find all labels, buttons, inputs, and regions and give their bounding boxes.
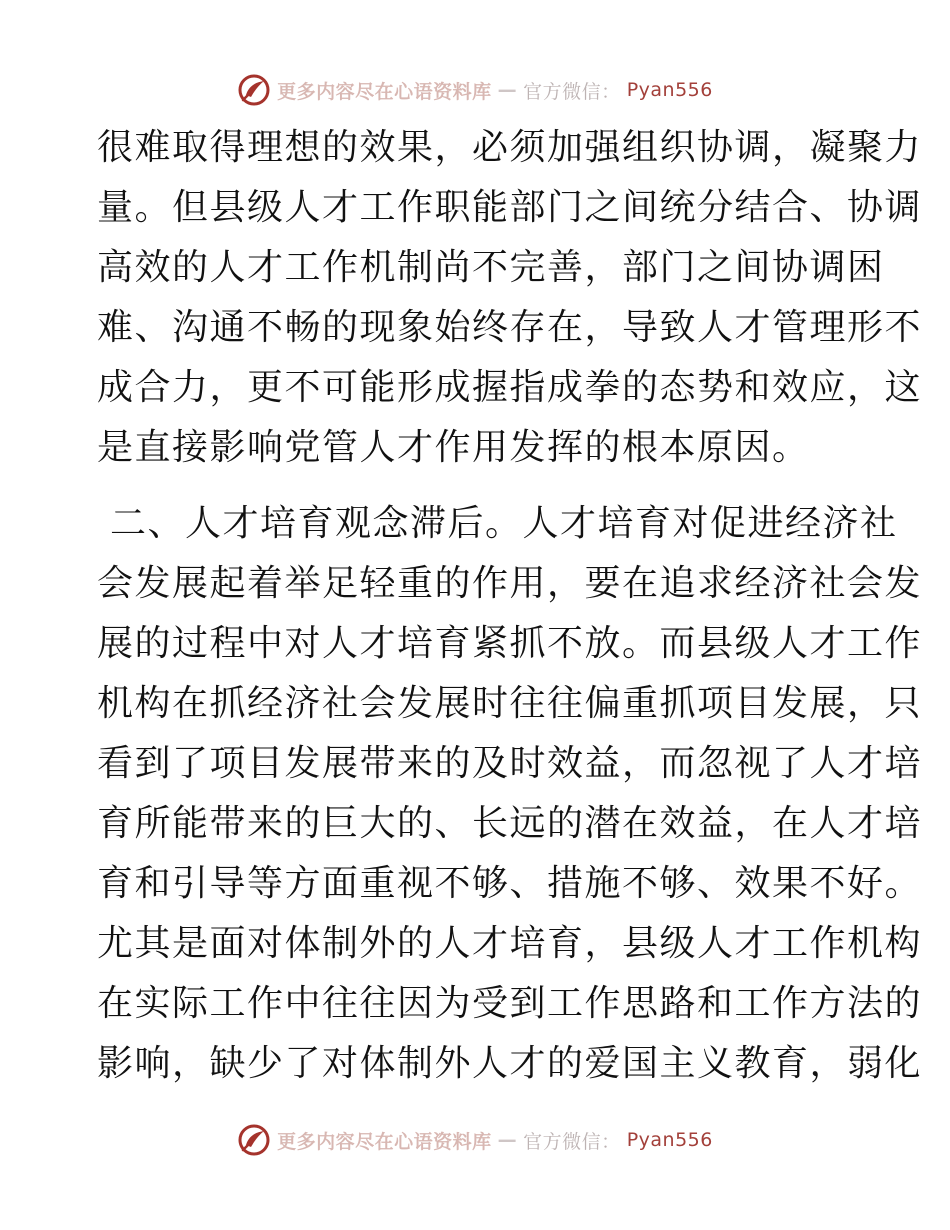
text-line: 展的过程中对人才培育紧抓不放。而县级人才工作: [97, 623, 923, 664]
watermark-dash: —: [497, 79, 518, 101]
document-body: [97, 118, 923, 1094]
watermark-main-text: 更多内容尽在心语资料库: [277, 1130, 492, 1153]
text-line: 很难取得理想的效果，必须加强组织协调，凝聚力: [97, 127, 923, 168]
text-line: 育所能带来的巨大的、长远的潜在效益，在人才培: [97, 803, 923, 844]
text-line: 尤其是面对体制外的人才培育，县级人才工作机构: [97, 923, 923, 964]
watermark-main-text: 更多内容尽在心语资料库: [277, 80, 492, 103]
text-line: 会发展起着举足轻重的作用，要在追求经济社会发: [97, 563, 923, 604]
paragraph-2: [97, 494, 923, 1094]
brand-logo-icon: [237, 1123, 271, 1157]
watermark-wechat-id: Pyan556: [626, 1129, 713, 1151]
watermark-wechat-label: 官方微信：: [523, 1130, 621, 1153]
paragraph-1: [97, 118, 923, 478]
header-watermark: [0, 70, 950, 110]
text-line: 看到了项目发展带来的及时效益，而忽视了人才培: [97, 743, 923, 784]
text-line: 机构在抓经济社会发展时往往偏重抓项目发展，只: [97, 683, 923, 724]
text-line: 影响，缺少了对体制外人才的爱国主义教育，弱化: [97, 1043, 923, 1084]
footer-watermark: [0, 1120, 950, 1160]
watermark-wechat-id: Pyan556: [626, 79, 713, 101]
text-line: 高效的人才工作机制尚不完善，部门之间协调困: [97, 247, 885, 288]
watermark-dash: —: [497, 1129, 518, 1151]
text-line: 成合力，更不可能形成握指成拳的态势和效应，这: [97, 367, 923, 408]
text-line: 在实际工作中往往因为受到工作思路和工作方法的: [97, 983, 923, 1024]
text-line: 难、沟通不畅的现象始终存在，导致人才管理形不: [97, 307, 923, 348]
watermark-wechat-label: 官方微信：: [523, 80, 621, 103]
brand-logo-icon: [237, 73, 271, 107]
text-line: 量。但县级人才工作职能部门之间统分结合、协调: [97, 187, 923, 228]
text-line: 育和引导等方面重视不够、措施不够、效果不好。: [97, 863, 923, 904]
text-line: 二、人才培育观念滞后。人才培育对促进经济社: [97, 503, 898, 544]
text-line: 是直接影响党管人才作用发挥的根本原因。: [97, 427, 810, 468]
